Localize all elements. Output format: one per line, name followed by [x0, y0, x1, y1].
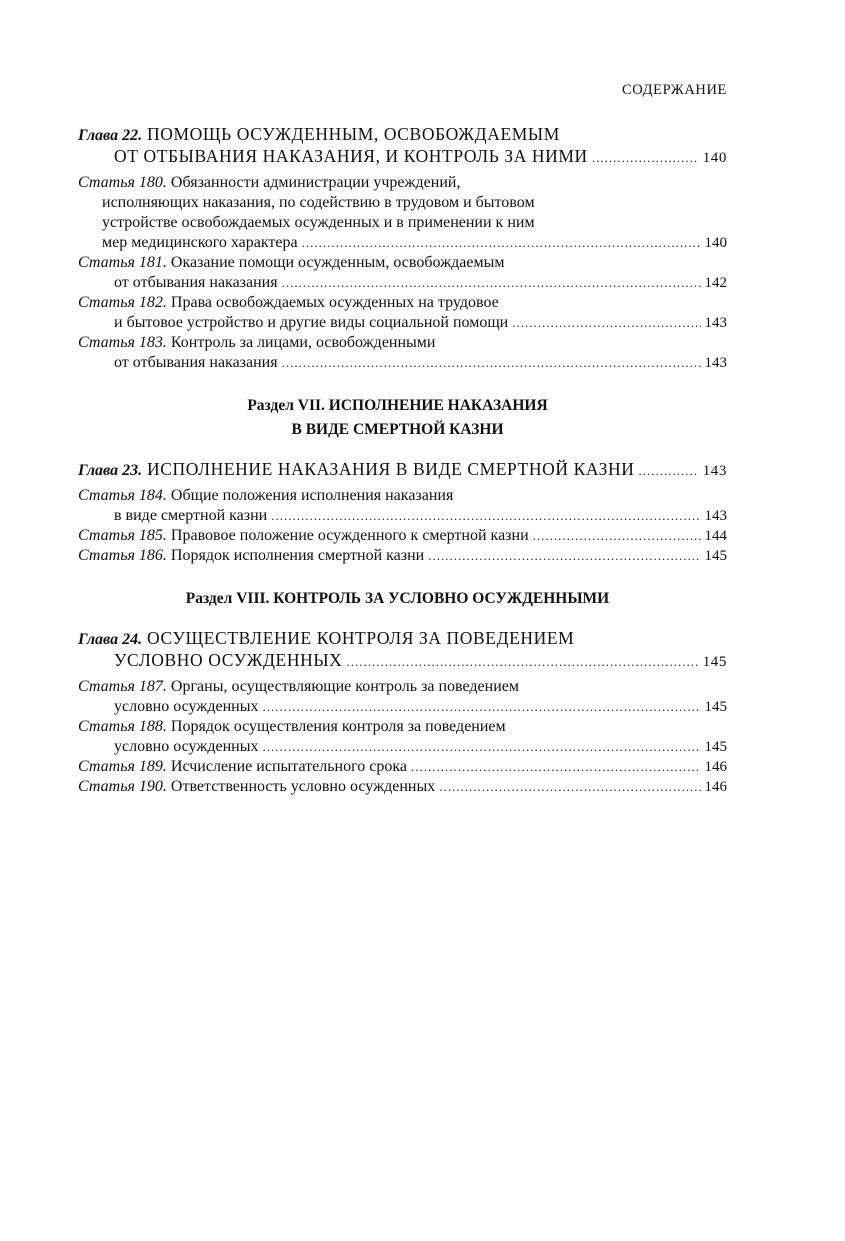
article-label: Статья 187.	[78, 678, 167, 695]
leader-dots	[262, 737, 700, 757]
article-label: Статья 188.	[78, 718, 167, 735]
chapter-label: Глава 24.	[78, 631, 143, 648]
toc-article-184	[78, 486, 727, 526]
page-number: 143	[704, 355, 727, 371]
page-number: 145	[704, 739, 727, 755]
page-number: 145	[702, 654, 727, 670]
article-title-line: Ответственность условно осужденных	[170, 778, 436, 795]
section-heading-line: В ВИДЕ СМЕРТНОЙ КАЗНИ	[291, 421, 504, 438]
section-heading-8	[78, 587, 727, 611]
leader-dots	[282, 273, 701, 293]
toc-article-181	[78, 253, 727, 293]
article-title-line: условно осужденных	[114, 698, 259, 715]
chapter-label: Глава 22.	[78, 127, 143, 144]
article-title-line: Общие положения исполнения наказания	[170, 487, 454, 504]
leader-dots	[439, 777, 700, 797]
article-label: Статья 182.	[78, 294, 167, 311]
chapter-title-line: ОТ ОТБЫВАНИЯ НАКАЗАНИЯ, И КОНТРОЛЬ ЗА НИМИ	[114, 146, 588, 166]
article-title-line: Права освобождаемых осужденных на трудовое	[170, 294, 499, 311]
page-number: 140	[702, 150, 727, 166]
leader-dots	[302, 233, 701, 253]
chapter-label: Глава 23.	[78, 462, 143, 479]
article-title-line: Обязанности администрации учреждений,	[170, 174, 461, 191]
toc-chapter-24	[78, 628, 727, 672]
article-title-line: и бытовое устройство и другие виды социальной помощи	[114, 314, 509, 331]
leader-dots	[282, 353, 701, 373]
article-label: Статья 183.	[78, 334, 167, 351]
leader-dots	[639, 461, 699, 481]
article-title-line: Порядок осуществления контроля за поведением	[170, 718, 506, 735]
page-number: 145	[704, 548, 727, 564]
article-title-line: Исчисление испытательного срока	[170, 758, 407, 775]
article-title-line: в виде смертной казни	[114, 507, 268, 524]
page-number: 146	[704, 779, 727, 795]
page-number: 145	[704, 699, 727, 715]
toc-article-190	[78, 777, 727, 797]
table-of-contents	[78, 124, 727, 797]
article-label: Статья 181.	[78, 254, 167, 271]
page-number: 140	[704, 235, 727, 251]
article-title-line: Контроль за лицами, освобожденными	[170, 334, 436, 351]
toc-chapter-22	[78, 124, 727, 168]
toc-article-180	[78, 173, 727, 253]
chapter-title-line: УСЛОВНО ОСУЖДЕННЫХ	[114, 650, 343, 670]
page-number: 144	[704, 528, 727, 544]
article-title-line: условно осужденных	[114, 738, 259, 755]
leader-dots	[411, 757, 701, 777]
toc-article-186	[78, 546, 727, 566]
article-title-line: устройстве освобождаемых осужденных и в применении к ним	[102, 214, 535, 231]
article-title-line: Правовое положение осужденного к смертной казни	[170, 527, 529, 544]
leader-dots	[512, 313, 700, 333]
toc-article-187	[78, 677, 727, 717]
toc-article-188	[78, 717, 727, 757]
article-title-line: мер медицинского характера	[102, 234, 298, 251]
article-title-line: от отбывания наказания	[114, 274, 278, 291]
article-label: Статья 189.	[78, 758, 167, 775]
page-number: 143	[702, 463, 727, 479]
article-title-line: Оказание помощи осужденным, освобождаемым	[170, 254, 505, 271]
article-label: Статья 185.	[78, 527, 167, 544]
article-label: Статья 180.	[78, 174, 167, 191]
section-heading-line: Раздел VIII. КОНТРОЛЬ ЗА УСЛОВНО ОСУЖДЕННЫМИ	[185, 590, 610, 607]
article-title-line: от отбывания наказания	[114, 354, 278, 371]
leader-dots	[346, 652, 698, 672]
article-label: Статья 186.	[78, 547, 167, 564]
article-label: Статья 184.	[78, 487, 167, 504]
leader-dots	[533, 526, 701, 546]
article-title-line: Порядок исполнения смертной казни	[170, 547, 425, 564]
leader-dots	[428, 546, 700, 566]
toc-article-183	[78, 333, 727, 373]
page-number: 143	[704, 508, 727, 524]
toc-article-185	[78, 526, 727, 546]
article-label: Статья 190.	[78, 778, 167, 795]
leader-dots	[271, 506, 700, 526]
article-title-line: исполняющих наказания, по содействию в трудовом и бытовом	[102, 194, 535, 211]
leader-dots	[592, 148, 699, 168]
chapter-title-line: ПОМОЩЬ ОСУЖДЕННЫМ, ОСВОБОЖДАЕМЫМ	[147, 124, 560, 144]
leader-dots	[262, 697, 700, 717]
chapter-title-line: ОСУЩЕСТВЛЕНИЕ КОНТРОЛЯ ЗА ПОВЕДЕНИЕМ	[147, 628, 575, 648]
article-title-line: Органы, осуществляющие контроль за поведением	[170, 678, 519, 695]
section-heading-line: Раздел VII. ИСПОЛНЕНИЕ НАКАЗАНИЯ	[247, 397, 548, 414]
page-number: 146	[704, 759, 727, 775]
toc-chapter-23	[78, 459, 727, 481]
toc-article-189	[78, 757, 727, 777]
running-head: СОДЕРЖАНИЕ	[622, 82, 727, 98]
page-number: 143	[704, 315, 727, 331]
toc-article-182	[78, 293, 727, 333]
page-number: 142	[704, 275, 727, 291]
chapter-title-line: ИСПОЛНЕНИЕ НАКАЗАНИЯ В ВИДЕ СМЕРТНОЙ КАЗНИ	[147, 459, 635, 479]
section-heading-7	[78, 394, 727, 442]
